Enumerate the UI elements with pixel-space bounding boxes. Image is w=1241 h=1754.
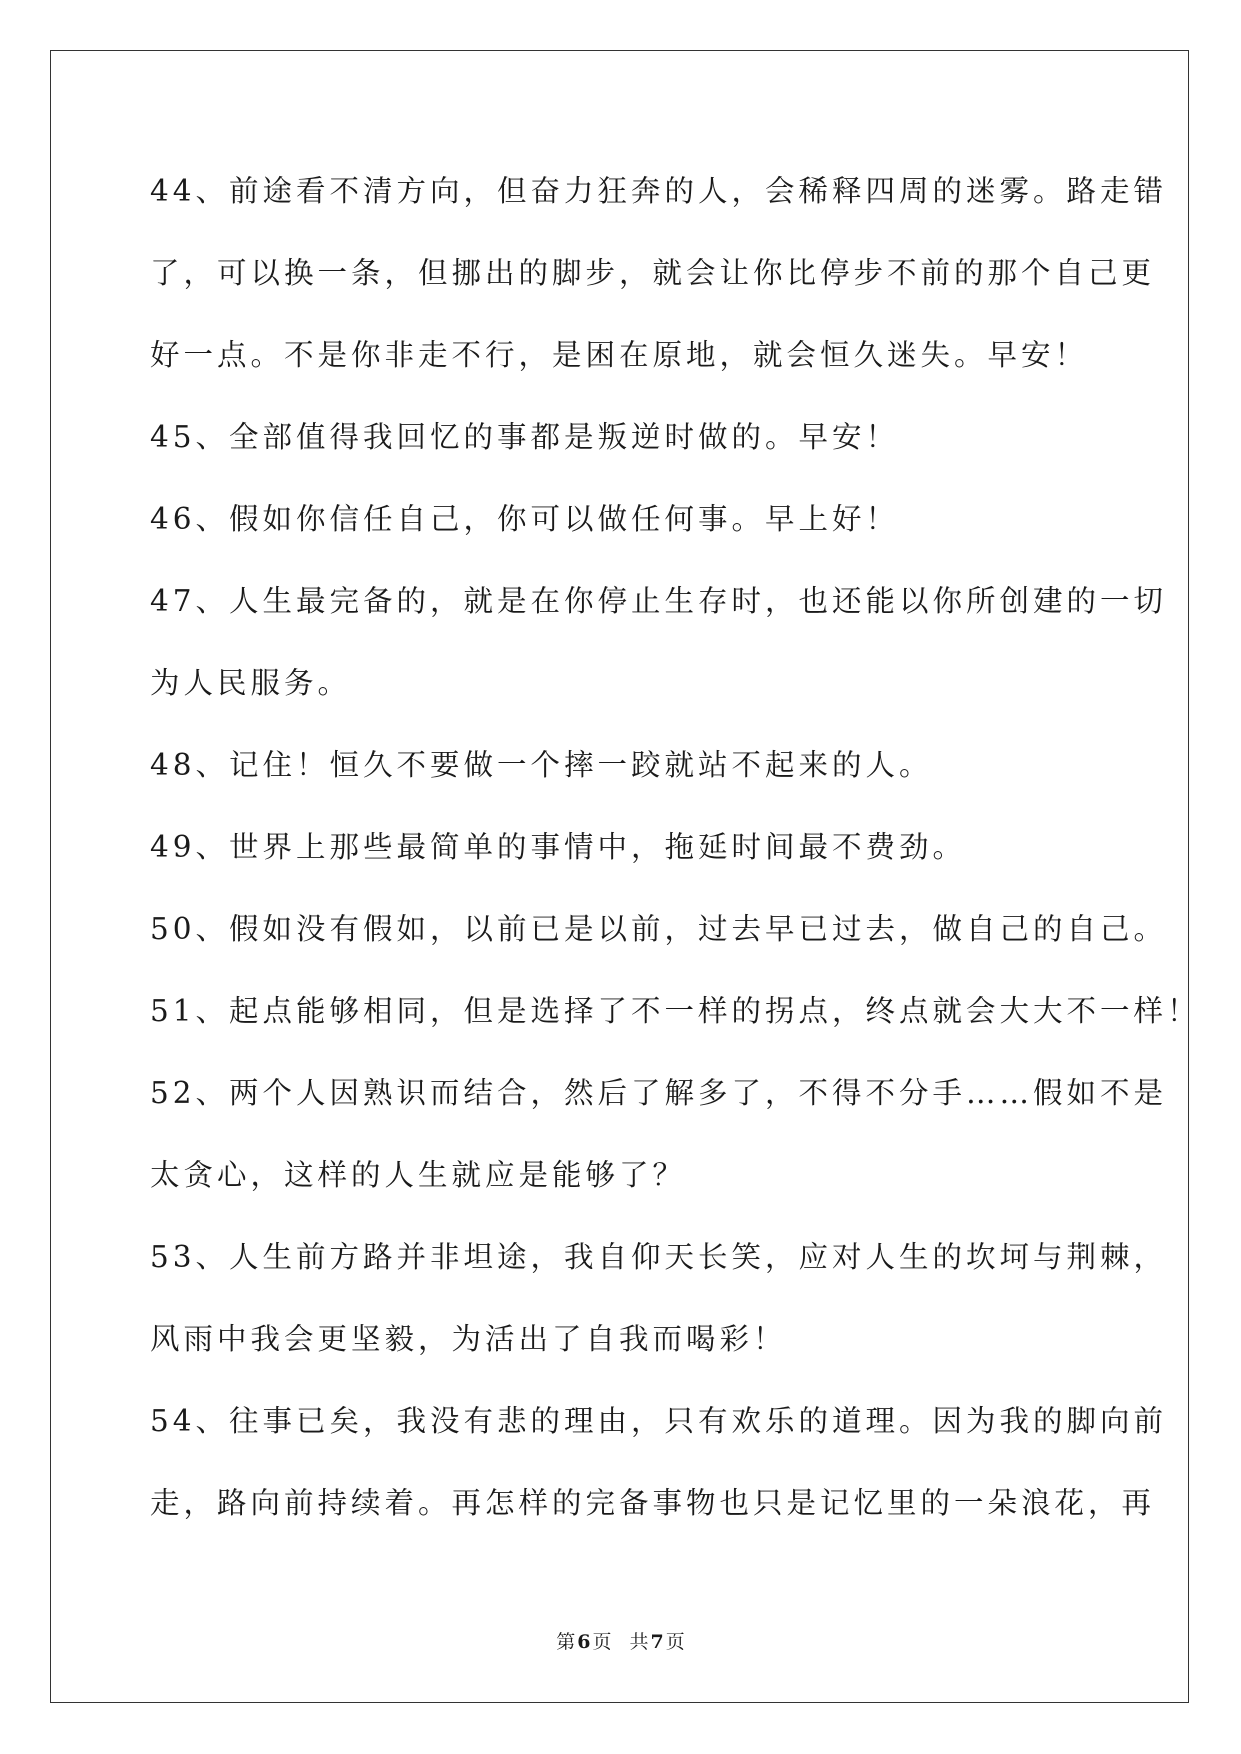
text-line: 太贪心，这样的人生就应是能够了？ [150,1158,687,1192]
page-number: 6 [577,1631,591,1653]
text-line: 51、起点能够相同，但是选择了不一样的拐点，终点就会大大不一样！ [150,994,1201,1028]
document-body [150,158,1201,1552]
total-suffix: 页 [665,1631,685,1653]
text-line: 为人民服务。 [150,666,352,700]
page-footer [0,1630,1241,1654]
text-line: 52、两个人因熟识而结合，然后了解多了，不得不分手……假如不是 [150,1076,1168,1110]
text-line: 49、世界上那些最简单的事情中，拖延时间最不费劲。 [150,830,967,864]
text-line: 走，路向前持续着。再怎样的完备事物也只是记忆里的一朵浪花，再 [150,1486,1156,1520]
total-prefix: 共 [629,1631,649,1653]
total-pages: 7 [650,1631,664,1653]
text-line: 风雨中我会更坚毅，为活出了自我而喝彩！ [150,1322,787,1356]
page-suffix: 页 [592,1631,612,1653]
text-line: 47、人生最完备的，就是在你停止生存时，也还能以你所创建的一切 [150,584,1168,618]
text-line: 48、记住！恒久不要做一个摔一跤就站不起来的人。 [150,748,933,782]
text-line: 好一点。不是你非走不行，是困在原地，就会恒久迷失。早安！ [150,338,1089,372]
text-line: 了，可以换一条，但挪出的脚步，就会让你比停步不前的那个自己更 [150,256,1156,290]
text-line: 54、往事已矣，我没有悲的理由，只有欢乐的道理。因为我的脚向前 [150,1404,1168,1438]
text-line: 45、全部值得我回忆的事都是叛逆时做的。早安！ [150,420,900,454]
text-line: 53、人生前方路并非坦途，我自仰天长笑，应对人生的坎坷与荆棘， [150,1240,1168,1274]
text-line: 44、前途看不清方向，但奋力狂奔的人，会稀释四周的迷雾。路走错 [150,174,1168,208]
page-prefix: 第 [556,1631,576,1653]
text-line: 50、假如没有假如，以前已是以前，过去早已过去，做自己的自己。 [150,912,1168,946]
text-line: 46、假如你信任自己，你可以做任何事。早上好！ [150,502,900,536]
